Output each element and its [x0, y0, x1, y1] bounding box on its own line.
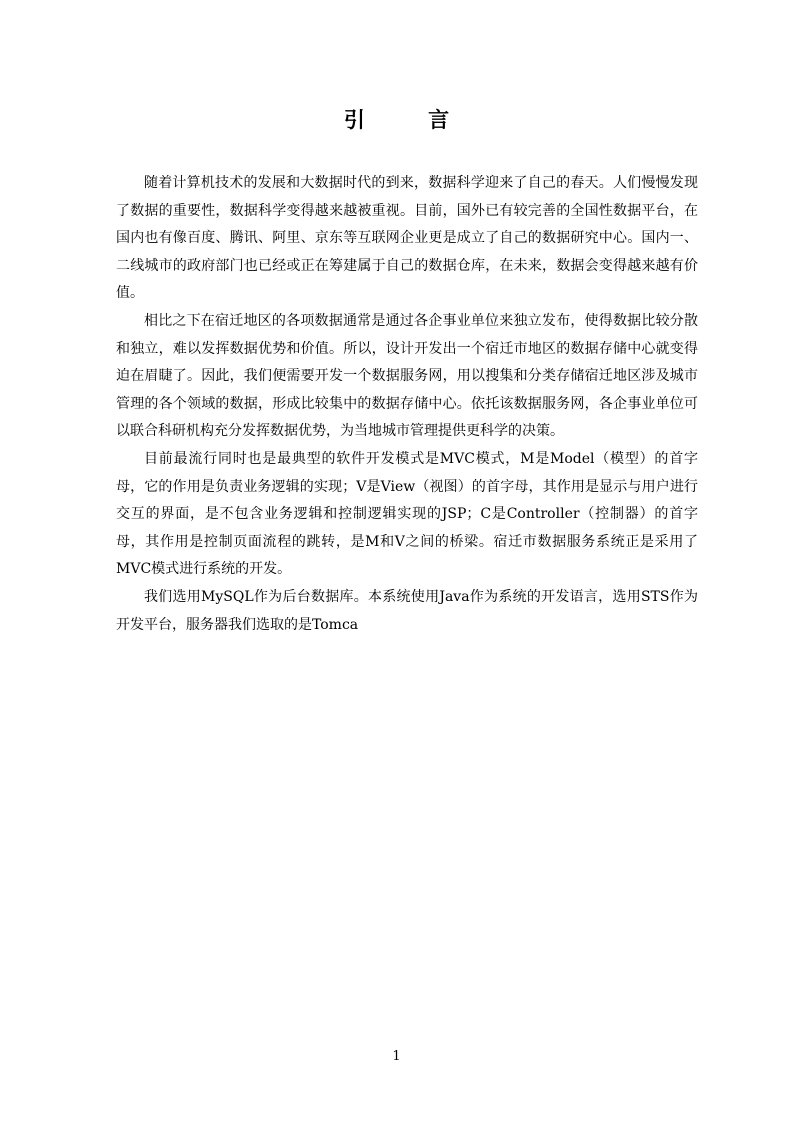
page-number: 1	[392, 1049, 401, 1064]
page-title: 引 言	[343, 107, 478, 132]
paragraph-4: 我们选用MySQL作为后台数据库。本系统使用Java作为系统的开发语言，选用STS作为开发平台，服务器我们选取的是Tomca	[116, 588, 698, 633]
paragraph-3: 目前最流行同时也是最典型的软件开发模式是MVC模式，M是Model（模型）的首字母，它的作用是负责业务逻辑的实现；V是View（视图）的首字母，其作用是显示与用户进行交互的界面，是不包含业务逻辑和控制逻辑实现的JSP；C是Controller（控制器）的首字母，其作用是控制页面流程的跳转，是M和V之间的桥梁。宿迁市数据服务系统正是采用了MVC模式进行系统的开发。	[116, 450, 698, 578]
paragraph-1: 随着计算机技术的发展和大数据时代的到来，数据科学迎来了自己的春天。人们慢慢发现了数据的重要性，数据科学变得越来越被重视。目前，国外已有较完善的全国性数据平台，在国内也有像百度、腾讯、阿里、京东等互联网企业更是成立了自己的数据研究中心。国内一、二线城市的政府部门也已经或正在筹建属于自己的数据仓库，在未来，数据会变得越来越有价值。	[116, 175, 698, 302]
paragraph-2: 相比之下在宿迁地区的各项数据通常是通过各企事业单位来独立发布，使得数据比较分散和独立，难以发挥数据优势和价值。所以，设计开发出一个宿迁市地区的数据存储中心就变得迫在眉睫了。因此，我们便需要开发一个数据服务网，用以搜集和分类存储宿迁地区涉及城市管理的各个领域的数据，形成比较集中的数据存储中心。依托该数据服务网，各企事业单位可以联合科研机构充分发挥数据优势，为当地城市管理提供更科学的决策。	[116, 312, 698, 440]
document-body	[116, 170, 698, 639]
